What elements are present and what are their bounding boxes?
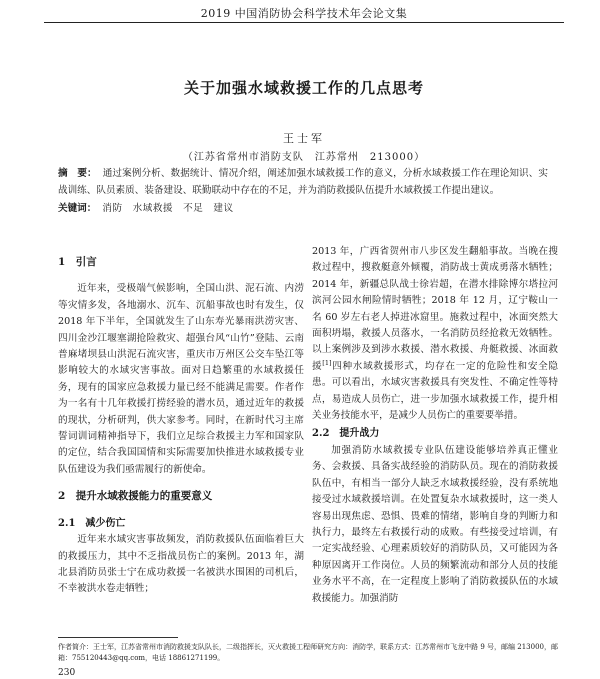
abstract-paragraph (58, 165, 548, 199)
author-footnote: 作者简介：王士军，江苏省常州市消防救援支队队长，二级指挥长，灭火救援工程师研究方向：消防学，联系方式：江苏常州市飞龙中路 9 号，邮编 213000，邮箱：755120443@qq.com，电话 18861271199。 (58, 643, 558, 662)
continued-text: 2013 年，广西省贺州市八步区发生翻船事故。当晚在搜救过程中，搜救艇意外倾覆，消防战士黄成勇落水牺牲；2014 年，新疆总队战士徐岩超，在潜水排除博尔塔拉河滨河公园水闸险情时牺牲；2018 年 12 月，辽宁鞍山一名 60 岁左右老人掉进冰窟里。施救过程中，冰面突然大面积坍塌，救援人员落水，一名消防员经抢救无效牺牲。以上案例涉及到涉水救援、潜水救援、舟艇救援、冰面救援 (312, 246, 558, 372)
subsection-2-1-paragraph: 近年来水域灾害事故频发，消防救援队伍面临着巨大的救援压力，其中不乏指战员伤亡的案例。2013 年，湖北县消防员张士宁在成功救援一名被洪水围困的司机后，不幸被洪水卷走牺牲； (58, 534, 304, 595)
subsection-2-2-paragraph: 加强消防水域救援专业队伍建设能够培养真正懂业务、会救援、具备实战经验的消防队员。现在的消防救援队伍中，有相当一部分人缺乏水域救援经验，没有系统地接受过水域救援培训。在处置复杂水域救援时，这一类人容易出现焦虑、恐惧、畏难的情绪，影响自身的判断力和执行力，最终左右救援行动的成败。有些接受过培训，有一定实战经验、心理素质较好的消防队员，又可能因为各种原因离开工作岗位。人员的频繁流动和部分人员的技能业务水平不高，在一定程度上影响了消防救援队伍的水域救援能力。加强消防 (312, 444, 558, 604)
citation-marker: [1] (322, 358, 332, 367)
left-column (58, 244, 304, 598)
section-1-paragraph: 近年来，受极端气候影响，全国山洪、泥石流、内涝等灾情多发，各地溺水、沉车、沉船事故也时有发生，仅 2018 年下半年，全国就发生了山东寿光暴雨洪涝灾害、四川金沙江堰塞湖抢险救灾、超强台风“山竹”登陆、云南普麻堵坝县山洪泥石流灾害，重庆市万州区公交车坠江等影响较大的水域灾害事故。面对日趋繁重的水域救援任务，现有的国家应急救援力量已经不能满足需要。作者作为一名有十几年救援打捞经验的潜水员，通过近年的救援的现状，分析研判，供大家参考。同时，在新时代习主席誓词训词精神指导下，我们立足综合救援主力军和国家队的定位，结合我国国情和实际需要加快推进水域救援专业队伍建设为我们亟需履行的新使命。 (58, 283, 304, 475)
continued-text-tail: 四种水域救援形式，均存在一定的危险性和安全隐患。可以看出，水域灾害救援具有突发性、不确定性等特点，易造成人员伤亡，进一步加强水域救援工作，提升相关业务技能水平，是减少人员伤亡的重要要举措。 (312, 360, 559, 422)
author-affiliation: （江苏省常州市消防支队 江苏常州 213000） (182, 152, 426, 163)
continued-paragraph (312, 244, 558, 424)
header-rule (44, 22, 564, 23)
abstract-text: 通过案例分析、数据统计、情况介绍，阐述加强水域救援工作的意义，分析水域救援工作在理论知识、实战训练、队员素质、装备建设、联勤联动中存在的不足，并为消防救援队伍提升水域救援工作提出建议。 (58, 168, 549, 196)
keywords-label: 关键词： (58, 203, 97, 214)
keywords-paragraph (58, 200, 548, 217)
section-2-heading: 2 提升水域救援能力的重要意义 (58, 490, 213, 503)
page-number: 230 (58, 668, 76, 678)
author-name: 王士军 (283, 132, 325, 145)
subsection-2-1-heading: 2.1 减少伤亡 (58, 517, 126, 529)
running-header: 2019 中国消防协会科学技术年会论文集 (200, 7, 408, 20)
keywords-text: 消防 水域救援 不足 建议 (102, 203, 234, 214)
abstract-label: 摘 要： (58, 168, 97, 179)
footnote-rule (58, 637, 178, 638)
subsection-2-2-heading: 2.2 提升战力 (312, 428, 380, 440)
right-column (312, 244, 558, 607)
paper-title: 关于加强水域救援工作的几点思考 (183, 79, 424, 97)
abstract-block (58, 165, 548, 217)
section-1-heading: 1 引言 (58, 256, 97, 268)
